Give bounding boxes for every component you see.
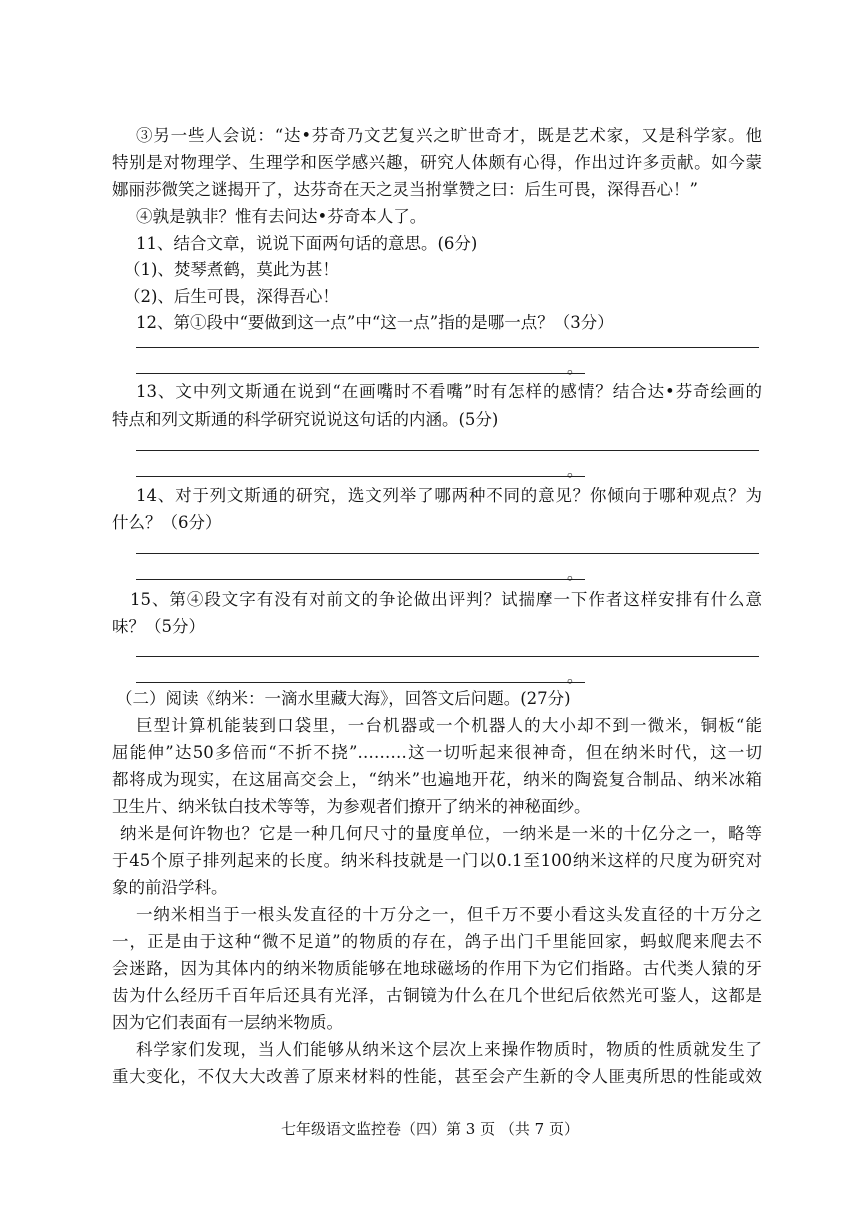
section-2-heading: （二）阅读《纳米：一滴水里藏大海》，回答文后问题。(27分) <box>116 689 571 708</box>
nano-paragraph-1-line-1: 巨型计算机能装到口袋里，一台机器或一个机器人的大小却不到一微米，铜板“能 <box>136 716 762 735</box>
answer-line <box>136 347 759 348</box>
answer-line <box>136 553 759 554</box>
nano-paragraph-2-line-2: 于45个原子排列起来的长度。纳米科技就是一门以0.1至100纳米这样的尺度为研究对 <box>112 851 762 870</box>
paragraph-4: ④孰是孰非？惟有去问达•芬奇本人了。 <box>136 207 427 226</box>
question-14-line-1: 14、对于列文斯通的研究，选文列举了哪两种不同的意见？你倾向于哪种观点？为 <box>136 486 762 505</box>
answer-line <box>136 476 585 477</box>
nano-paragraph-4-line-2: 重大变化，不仅大大改善了原来材料的性能，甚至会产生新的令人匪夷所思的性能或效 <box>112 1067 762 1086</box>
nano-paragraph-3-line-4: 齿为什么经历千百年后还具有光泽，古铜镜为什么在几个世纪后依然光可鉴人，这都是 <box>112 986 762 1005</box>
answer-end-mark: 。 <box>567 564 584 583</box>
nano-paragraph-3-line-5: 因为它们表面有一层纳米物质。 <box>112 1013 343 1032</box>
nano-paragraph-1-line-3: 都将成为现实，在这届高交会上，“纳米”也遍地开花，纳米的陶瓷复合制品、纳米冰箱 <box>112 770 762 789</box>
question-11-item-1: （1)、焚琴煮鹤，莫此为甚！ <box>124 260 339 279</box>
question-13-line-2: 特点和列文斯通的科学研究说说这句话的内涵。(5分) <box>112 410 499 429</box>
question-15-line-2: 味？（5分） <box>112 617 205 636</box>
paragraph-3-line-2: 特别是对物理学、生理学和医学感兴趣，研究人体颇有心得，作出过许多贡献。如今蒙 <box>112 153 762 172</box>
answer-line <box>136 373 585 374</box>
question-13-line-1: 13、文中列文斯通在说到“在画嘴时不看嘴”时有怎样的感情？结合达•芬奇绘画的 <box>136 382 762 401</box>
answer-line <box>136 682 585 683</box>
nano-paragraph-3-line-1: 一纳米相当于一根头发直径的十万分之一，但千万不要小看这头发直径的十万分之 <box>136 905 762 924</box>
answer-line <box>136 450 759 451</box>
nano-paragraph-4-line-1: 科学家们发现，当人们能够从纳米这个层次上来操作物质时，物质的性质就发生了 <box>136 1040 762 1059</box>
page-footer: 七年级语文监控卷（四）第 3 页 （共 7 页） <box>281 1120 579 1138</box>
nano-paragraph-2-line-1: 纳米是何许物也？它是一种几何尺寸的量度单位，一纳米是一米的十亿分之一，略等 <box>120 824 762 843</box>
nano-paragraph-1-line-4: 卫生片、纳米钛白技术等等，为参观者们撩开了纳米的神秘面纱。 <box>112 797 591 816</box>
question-11-item-2: （2)、后生可畏，深得吾心！ <box>124 287 339 306</box>
nano-paragraph-3-line-2: 一，正是由于这种“微不足道”的物质的存在，鸽子出门千里能回家，蚂蚁爬来爬去不 <box>112 932 762 951</box>
nano-paragraph-2-line-3: 象的前沿学科。 <box>112 878 228 897</box>
paragraph-3-line-3: 娜丽莎微笑之谜揭开了，达芬奇在天之灵当拊掌赞之曰：后生可畏，深得吾心！” <box>112 180 698 199</box>
paragraph-3-line-1: ③另一些人会说：“达•芬奇乃文艺复兴之旷世奇才，既是艺术家，又是科学家。他 <box>136 126 762 145</box>
nano-paragraph-3-line-3: 会迷路，因为其体内的纳米物质能够在地球磁场的作用下为它们指路。古代类人猿的牙 <box>112 959 762 978</box>
question-12: 12、第①段中“要做到这一点”中“这一点”指的是哪一点？（3分） <box>136 313 614 332</box>
answer-end-mark: 。 <box>567 461 584 480</box>
answer-line <box>136 656 759 657</box>
answer-line <box>136 579 585 580</box>
answer-end-mark: 。 <box>567 667 584 686</box>
question-14-line-2: 什么？（6分） <box>112 513 222 532</box>
question-15-line-1: 15、第④段文字有没有对前文的争论做出评判？试揣摩一下作者这样安排有什么意 <box>130 590 762 609</box>
answer-end-mark: 。 <box>567 358 584 377</box>
question-11: 11、结合文章，说说下面两句话的意思。(6分) <box>136 234 478 253</box>
nano-paragraph-1-line-2: 屈能伸”达50多倍而“不折不挠”………这一切听起来很神奇，但在纳米时代，这一切 <box>112 743 762 762</box>
